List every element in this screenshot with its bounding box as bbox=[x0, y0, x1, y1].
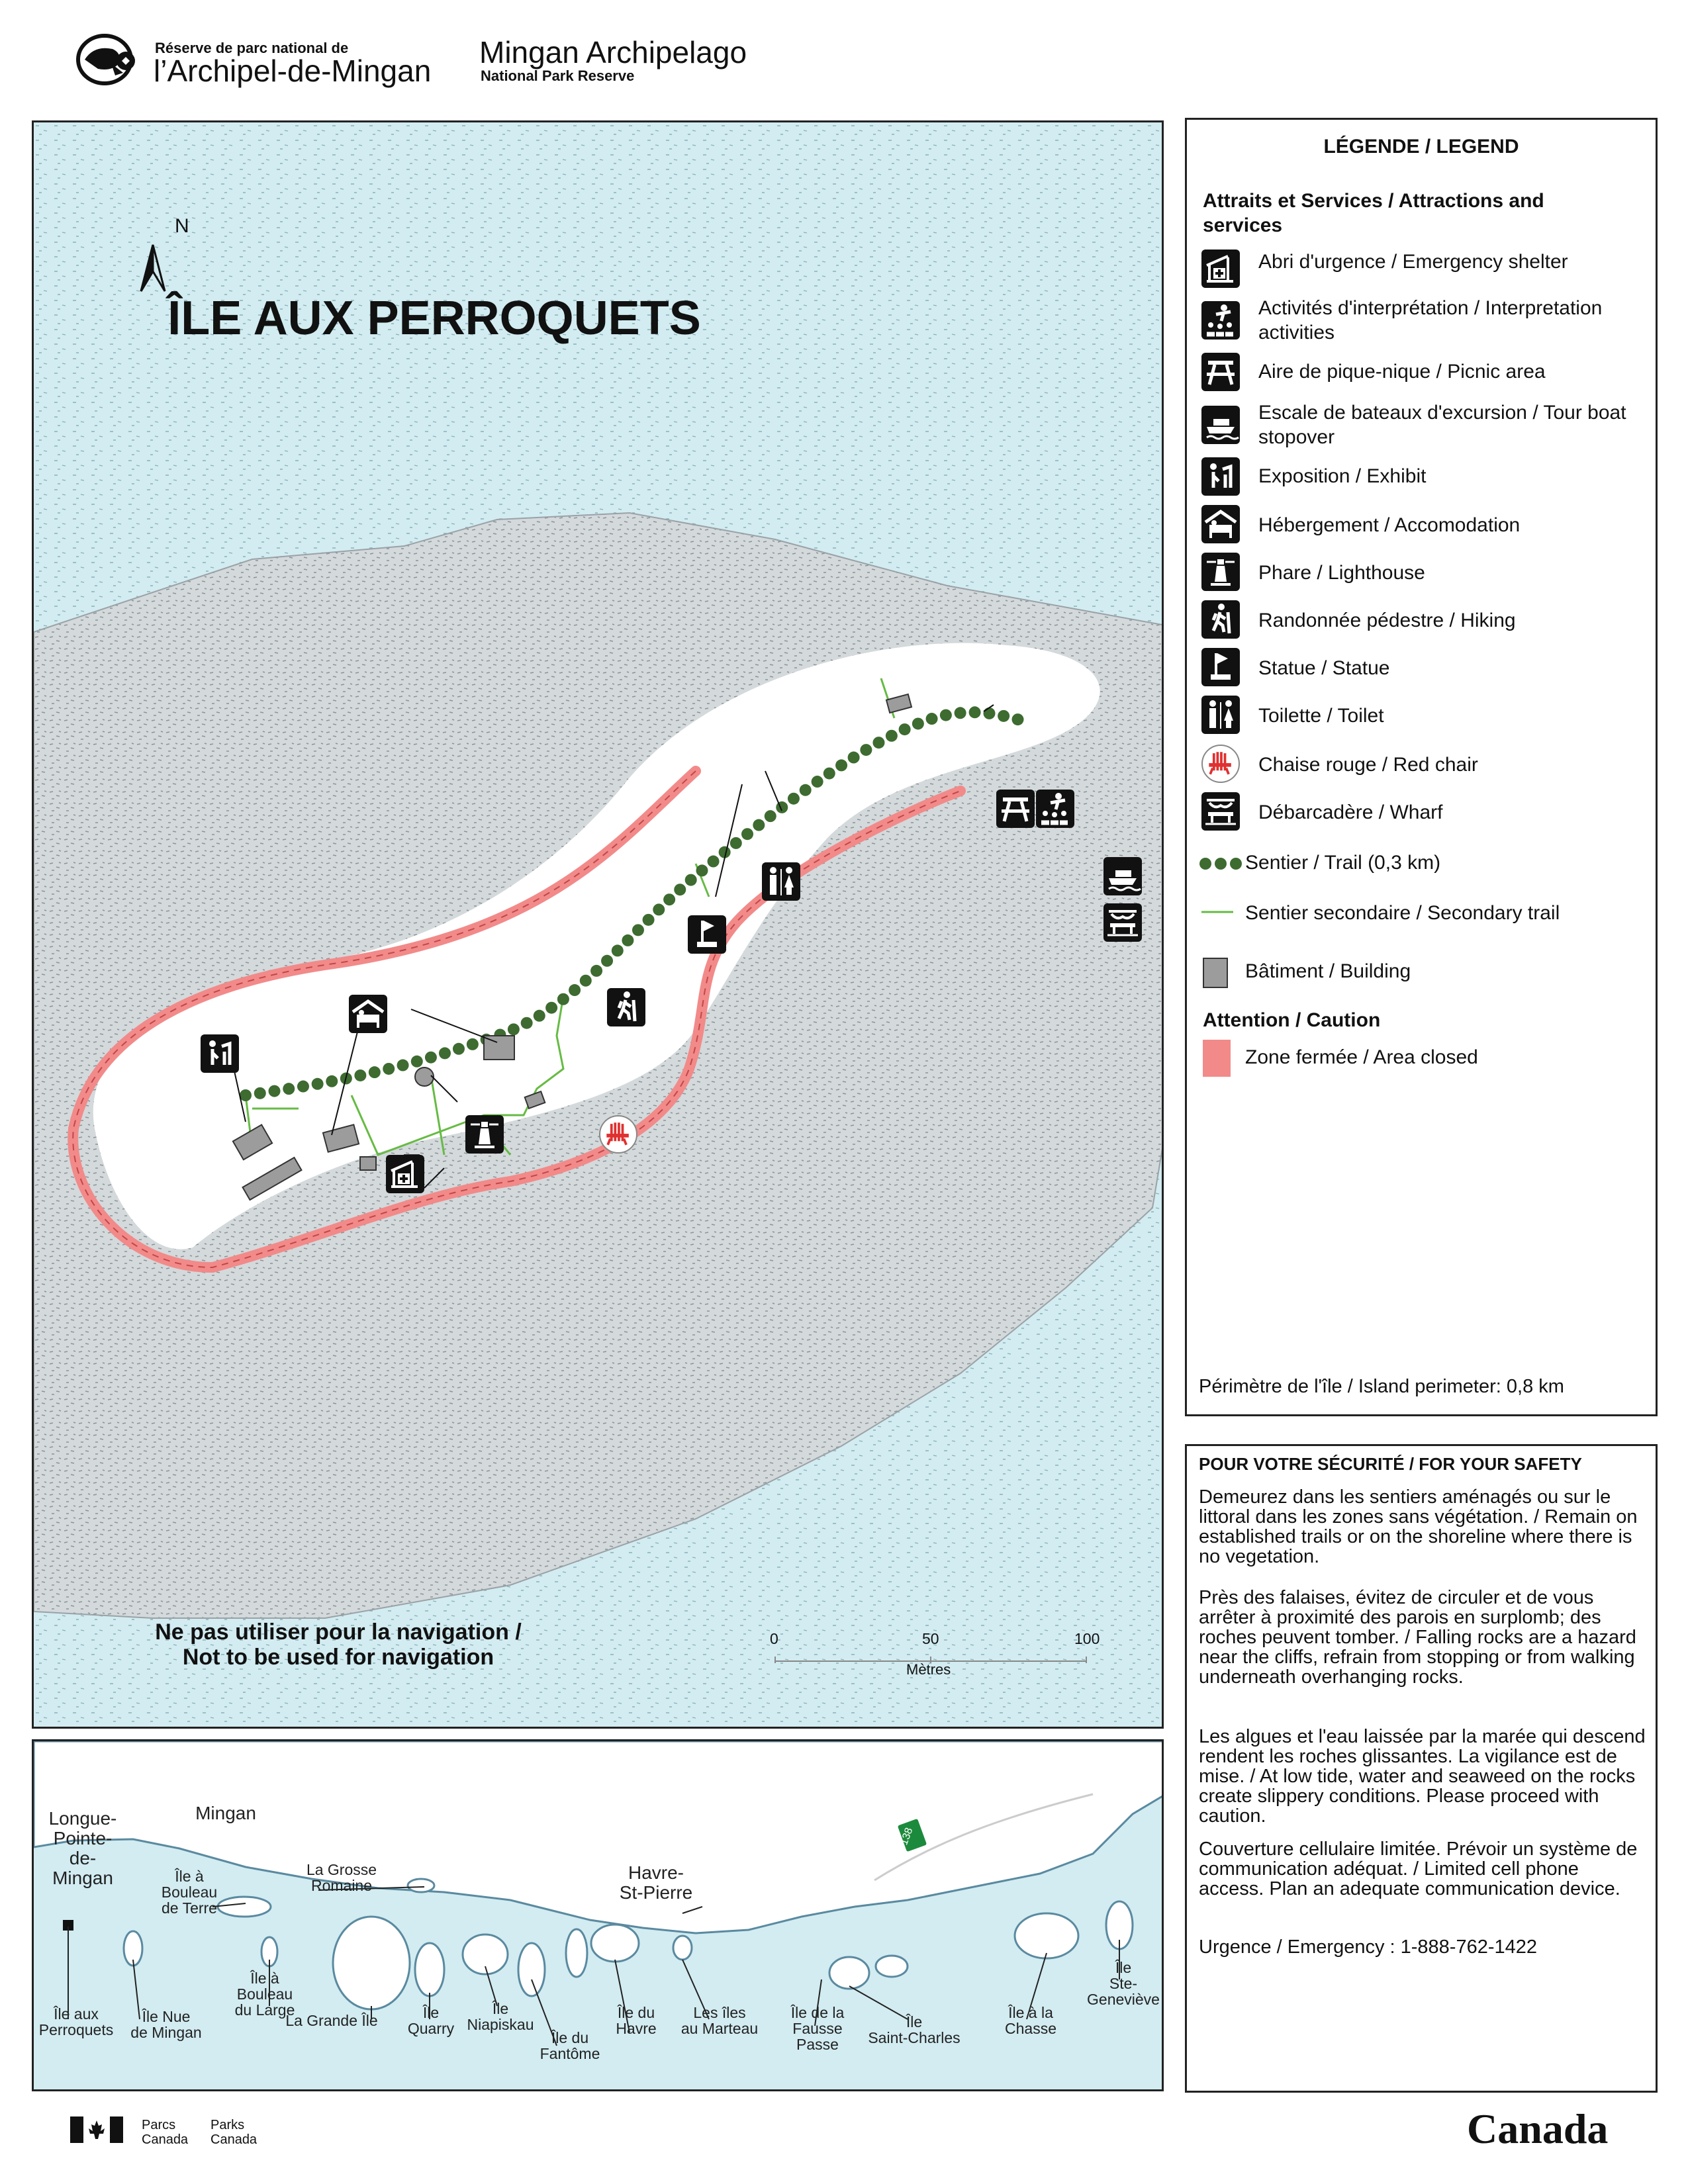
legend-title: LÉGENDE / LEGEND bbox=[1323, 136, 1519, 158]
safety-panel bbox=[1185, 1444, 1658, 2093]
building bbox=[415, 1068, 434, 1086]
emergency-shelter-icon bbox=[1201, 250, 1240, 288]
picnic-icon bbox=[996, 790, 1035, 828]
trail-dot bbox=[955, 707, 966, 719]
tour-boat-icon bbox=[1201, 406, 1240, 444]
legend-item-tour-boat bbox=[1201, 400, 1652, 448]
map-icon-interpretation[interactable] bbox=[1036, 790, 1074, 828]
wharf-icon bbox=[1103, 903, 1142, 942]
scale-tick-0: 0 bbox=[770, 1630, 778, 1647]
legend-trail-label: Sentier / Trail (0,3 km) bbox=[1245, 852, 1441, 874]
trail-dot bbox=[984, 707, 996, 719]
legend-closed-label: Zone fermée / Area closed bbox=[1245, 1046, 1478, 1068]
island bbox=[829, 1957, 869, 1989]
island bbox=[1015, 1913, 1078, 1958]
map-icon-wharf[interactable] bbox=[1103, 903, 1142, 942]
toilet-icon bbox=[1201, 696, 1240, 734]
place-ile-niapiskau: Île Niapiskau bbox=[467, 2000, 534, 2033]
trail-dot bbox=[765, 810, 776, 822]
footer-parcs-canada: Parcs Canada bbox=[142, 2118, 189, 2147]
trail-dot bbox=[283, 1083, 295, 1095]
map-icon-lighthouse[interactable] bbox=[465, 1115, 504, 1154]
building bbox=[360, 1157, 376, 1170]
place-les-iles-au-marteau: Les îles au Marteau bbox=[680, 2004, 759, 2037]
legend-item-toilet bbox=[1201, 696, 1652, 738]
island bbox=[566, 1929, 587, 1977]
route-138-label: 138 bbox=[898, 1826, 915, 1847]
place-la-grosse-romaine: La Grosse Romaine bbox=[306, 1861, 377, 1894]
place-ile-du-fantome: Île du Fantôme bbox=[539, 2029, 600, 2062]
legend-item-wharf bbox=[1201, 792, 1652, 835]
legend-item-interpretation bbox=[1201, 296, 1652, 343]
scale-tick-100: 100 bbox=[1074, 1630, 1100, 1647]
wharf-icon bbox=[1201, 792, 1240, 831]
header-park-name-fr-prefix: Réserve de parc national de bbox=[155, 40, 349, 56]
exhibit-icon bbox=[1201, 457, 1240, 496]
picnic-icon bbox=[1201, 353, 1240, 391]
legend-secondary-trail-label: Sentier secondaire / Secondary trail bbox=[1245, 902, 1560, 924]
statue-icon bbox=[688, 915, 726, 954]
trail-dot bbox=[312, 1078, 324, 1090]
island-perimeter: Périmètre de l'île / Island perimeter: 0,8 km bbox=[1199, 1376, 1564, 1397]
map-icon-emergency-shelter[interactable] bbox=[386, 1155, 424, 1193]
trail-dot bbox=[788, 793, 800, 805]
building-symbol bbox=[1203, 958, 1228, 988]
canada-wordmark: Canada bbox=[1467, 2105, 1609, 2152]
map-icon-picnic[interactable] bbox=[996, 790, 1035, 828]
trail-dot bbox=[708, 856, 720, 868]
trail-dot bbox=[508, 1023, 520, 1035]
safety-slippery: Les algues et l'eau laissée par la marée qui descend rendent les roches glissantes. La vigilance est de mise. / At low tide, water and seaweed on the rocks create slippery conditions. Please proceed with caution. bbox=[1199, 1726, 1646, 1827]
tour-boat-icon bbox=[1103, 857, 1142, 895]
interpretation-icon bbox=[1201, 301, 1240, 340]
legend-item-picnic bbox=[1201, 353, 1652, 395]
archipelago-inset-map[interactable] bbox=[32, 1739, 1164, 2091]
trail-dot bbox=[940, 709, 952, 721]
trail-dot bbox=[612, 944, 624, 956]
trail-dot bbox=[383, 1063, 395, 1075]
trail-dot bbox=[545, 1002, 557, 1014]
map-icon-hiking[interactable] bbox=[607, 988, 645, 1026]
legend-label: Statue / Statue bbox=[1258, 657, 1390, 679]
trail-dot bbox=[730, 837, 742, 849]
trail-dot bbox=[354, 1069, 366, 1081]
red-chair-icon bbox=[600, 1116, 636, 1152]
trail-dot bbox=[632, 924, 644, 936]
accommodation-icon bbox=[1201, 505, 1240, 543]
trail-dot bbox=[439, 1047, 451, 1059]
map-title: ÎLE AUX PERROQUETS bbox=[167, 292, 701, 345]
map-icon-exhibit[interactable] bbox=[201, 1034, 239, 1073]
header-park-name-en: Mingan Archipelago bbox=[479, 35, 747, 69]
trail-dot bbox=[886, 730, 898, 742]
legend-label: Escale de bateaux d'excursion / Tour boat stopover bbox=[1258, 402, 1626, 448]
trail-dot bbox=[467, 1038, 479, 1050]
island bbox=[876, 1956, 908, 1977]
place-mingan: Mingan bbox=[195, 1803, 256, 1823]
legend-item-lighthouse bbox=[1201, 553, 1652, 595]
navigation-warning bbox=[107, 1619, 570, 1670]
legend-label: Toilette / Toilet bbox=[1258, 705, 1384, 727]
safety-cellular: Couverture cellulaire limitée. Prévoir un système de communication adéquat. / Limited cell phone access. Plan an adequate communication device. bbox=[1199, 1839, 1638, 1899]
legend-label: Randonnée pédestre / Hiking bbox=[1258, 610, 1516, 631]
place-ile-du-havre: Île du Havre bbox=[616, 2004, 657, 2037]
trail-dot bbox=[998, 710, 1009, 722]
place-havre-st-pierre: Havre- St-Pierre bbox=[619, 1862, 693, 1903]
header-park-name-fr: l’Archipel-de-Mingan bbox=[154, 54, 432, 88]
legend-label: Chaise rouge / Red chair bbox=[1258, 754, 1478, 776]
trail-dot bbox=[643, 914, 655, 926]
legend-label: Phare / Lighthouse bbox=[1258, 562, 1425, 584]
accommodation-icon bbox=[349, 995, 387, 1033]
trail-dot bbox=[969, 706, 981, 718]
scale-tick-50: 50 bbox=[922, 1630, 939, 1647]
trail-dot bbox=[812, 776, 823, 788]
lighthouse-icon bbox=[465, 1115, 504, 1154]
island bbox=[415, 1943, 444, 1996]
legend-item-red-chair bbox=[1201, 745, 1652, 787]
trail-dot bbox=[800, 784, 812, 796]
trail-symbol bbox=[1199, 856, 1245, 872]
trail-dot bbox=[1012, 713, 1024, 725]
place-ile-aux-perroquets: Île aux Perroquets bbox=[38, 2005, 114, 2038]
legend-label: Débarcadère / Wharf bbox=[1258, 801, 1443, 823]
map-icon-toilet[interactable] bbox=[762, 862, 800, 901]
trail-dot bbox=[411, 1056, 423, 1068]
place-ile-quarry: Île Quarry bbox=[407, 2004, 455, 2037]
place-ile-nue-de-mingan: Île Nue de Mingan bbox=[130, 2008, 202, 2041]
legend-section-attractions: Attraits et Services / Attractions and services bbox=[1203, 190, 1544, 236]
trail-dot bbox=[534, 1010, 545, 1022]
place-ile-ste-genevieve: Île Ste- Geneviève bbox=[1087, 1959, 1160, 2008]
island bbox=[333, 1917, 410, 2009]
trail-dot bbox=[254, 1087, 266, 1099]
legend-item-statue bbox=[1201, 648, 1652, 690]
safety-trails: Demeurez dans les sentiers aménagés ou sur le littoral dans les zones sans végétation. / Remain on established trails or on the shoreline where there is no vegetation. bbox=[1199, 1486, 1638, 1567]
island bbox=[408, 1879, 434, 1892]
scale-unit: Mètres bbox=[906, 1661, 951, 1678]
trail-dot bbox=[453, 1043, 465, 1055]
legend-building-label: Bâtiment / Building bbox=[1245, 960, 1411, 982]
trail-dot bbox=[557, 993, 569, 1005]
trail-dot bbox=[369, 1066, 381, 1078]
trail-dot bbox=[326, 1075, 338, 1087]
trail-dot bbox=[899, 723, 911, 735]
trail-dot bbox=[297, 1081, 309, 1093]
legend-label: Aire de pique-nique / Picnic area bbox=[1258, 361, 1546, 383]
place-longue-pointe: Longue- Pointe- de-Mingan bbox=[48, 1808, 117, 1888]
place-ile-saint-charles: Île Saint-Charles bbox=[868, 2013, 961, 2046]
island-map-graphic bbox=[34, 122, 1164, 1729]
trail-dot bbox=[776, 801, 788, 813]
island bbox=[518, 1943, 545, 1996]
legend-panel bbox=[1185, 118, 1658, 1416]
trail-dot bbox=[741, 828, 753, 840]
island bbox=[591, 1925, 639, 1962]
hiking-icon bbox=[1201, 600, 1240, 639]
island bbox=[673, 1936, 692, 1960]
trail-dot bbox=[590, 965, 602, 977]
footer-parks-canada: Parks Canada bbox=[211, 2118, 258, 2147]
closed-zone-symbol bbox=[1203, 1040, 1231, 1077]
interpretation-icon bbox=[1036, 790, 1074, 828]
trail-dot bbox=[685, 874, 697, 886]
place-ile-a-bouleau-de-terre: Île à Bouleau de Terre bbox=[161, 1868, 218, 1917]
trail-dot bbox=[601, 955, 613, 967]
toilet-icon bbox=[762, 862, 800, 901]
emergency-shelter-icon bbox=[386, 1155, 424, 1193]
north-label: N bbox=[175, 215, 189, 237]
safety-cliffs: Près des falaises, évitez de circuler et de vous arrêter à proximité des parois en surplomb; des roches peuvent tomber. / Falling rocks are a hazard near the cliffs, refrain from stopping or from walking underneath overhanging rocks. bbox=[1199, 1587, 1636, 1688]
parks-canada-beaver-logo bbox=[71, 33, 154, 86]
trail-dot bbox=[569, 984, 581, 996]
trail-dot bbox=[674, 884, 686, 895]
legend-item-hiking bbox=[1201, 600, 1652, 643]
map-icon-accommodation[interactable] bbox=[349, 995, 387, 1033]
legend-label: Activités d'interprétation / Interpretation activities bbox=[1258, 297, 1603, 343]
map-icon-statue[interactable] bbox=[688, 915, 726, 954]
safety-emergency-phone: Urgence / Emergency : 1-888-762-1422 bbox=[1199, 1936, 1538, 1958]
map-icon-red-chair[interactable] bbox=[599, 1115, 637, 1154]
trail-dot bbox=[823, 768, 835, 780]
secondary-trail-symbol bbox=[1201, 910, 1235, 914]
place-la-grande-ile: La Grande Île bbox=[285, 2012, 378, 2029]
statue-icon bbox=[1201, 648, 1240, 686]
trail-dot bbox=[240, 1089, 252, 1101]
trail-dot bbox=[835, 759, 847, 771]
exhibit-icon bbox=[201, 1034, 239, 1073]
red-chair-icon bbox=[1203, 746, 1239, 782]
place-ile-a-bouleau-du-large: Île à Bouleau du Large bbox=[234, 1970, 295, 2019]
trail-dot bbox=[425, 1052, 437, 1064]
legend-item-accommodation bbox=[1201, 505, 1652, 547]
legend-label: Hébergement / Accomodation bbox=[1258, 514, 1521, 536]
trail-dot bbox=[926, 713, 938, 725]
trail-dot bbox=[912, 717, 924, 729]
island-map[interactable] bbox=[32, 120, 1164, 1729]
safety-title: POUR VOTRE SÉCURITÉ / FOR YOUR SAFETY bbox=[1199, 1454, 1582, 1474]
trail-dot bbox=[653, 903, 665, 915]
legend-label: Abri d'urgence / Emergency shelter bbox=[1258, 251, 1568, 273]
trail-dot bbox=[696, 864, 708, 876]
trail-dot bbox=[397, 1060, 409, 1071]
place-ile-a-la-chasse: Île à la Chasse bbox=[1005, 2004, 1056, 2037]
trail-dot bbox=[622, 934, 633, 946]
trail-dot bbox=[848, 752, 860, 764]
legend-label: Exposition / Exhibit bbox=[1258, 465, 1427, 487]
trail-dot bbox=[663, 893, 675, 905]
legend-item-emergency-shelter bbox=[1201, 250, 1652, 292]
trail-dot bbox=[580, 975, 592, 987]
canada-flag-icon bbox=[70, 2116, 123, 2143]
lighthouse-icon bbox=[1201, 553, 1240, 591]
place-ile-de-la-fausse-passe: Île de la Fausse Passe bbox=[790, 2004, 845, 2053]
header-park-name-en-suffix: National Park Reserve bbox=[481, 68, 635, 84]
legend-caution-title: Attention / Caution bbox=[1203, 1009, 1381, 1031]
hiking-icon bbox=[607, 988, 645, 1026]
trail-dot bbox=[269, 1085, 281, 1097]
legend-item-exhibit bbox=[1201, 457, 1652, 500]
trail-dot bbox=[521, 1017, 533, 1029]
trail-dot bbox=[753, 819, 765, 831]
trail-dot bbox=[872, 737, 884, 749]
navigation-warning-en: Not to be used for navigation bbox=[182, 1645, 494, 1670]
map-icon-tour-boat[interactable] bbox=[1103, 857, 1142, 895]
navigation-warning-fr: Ne pas utiliser pour la navigation / bbox=[155, 1619, 522, 1645]
trail-dot bbox=[860, 744, 872, 756]
